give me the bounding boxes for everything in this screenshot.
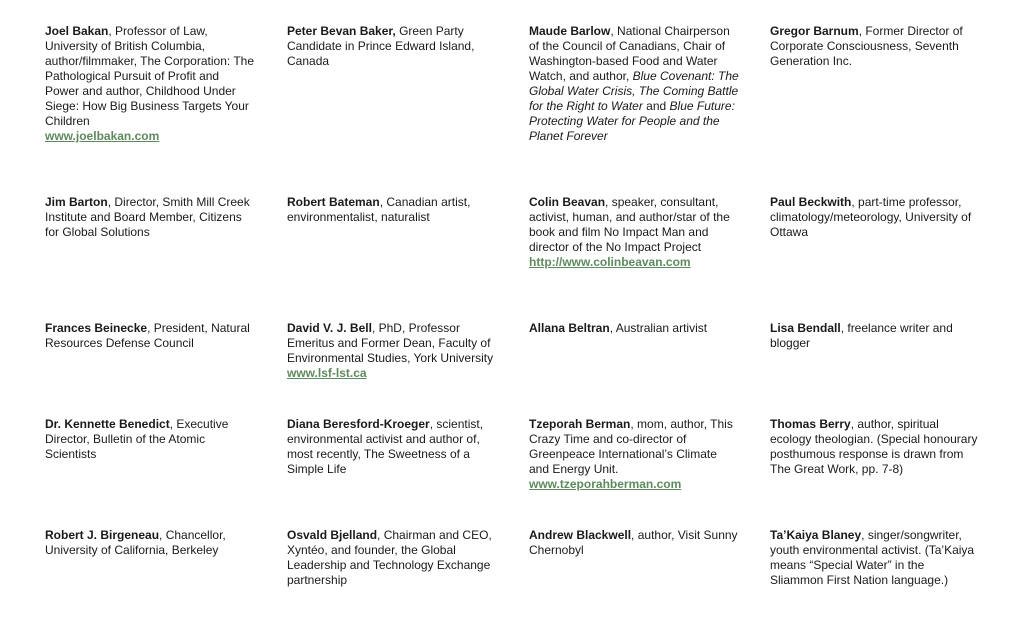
entry-description: , scientist, environmental activist and author of, most recently, The Sweetness of a Simple Life [287,417,484,476]
entry-description: , Chairman and CEO, Xyntéo, and founder, the Global Leadership and Technology Exchange partnership [287,528,492,587]
entry-name: Andrew Blackwell [529,528,632,542]
entry-description: , Canadian artist, environmentalist, naturalist [287,195,471,224]
entry-colin-beavan [529,195,734,270]
entry-name: Colin Beavan [529,195,606,209]
entry-website-link[interactable]: www.lsf-lst.ca [287,366,367,380]
entry-description: , speaker, consultant, activist, human, and author/star of the book and film No Impact Man and director of the No Impact Project [529,195,730,254]
entry-description: , Australian artivist [609,321,708,335]
entry-osvald-bjelland [287,528,497,588]
entry-lisa-bendall [770,321,980,351]
entry-name: Paul Beckwith [770,195,852,209]
entry-description: , mom, author, This Crazy Time and co-director of Greenpeace International’s Climate and Energy Unit. [529,417,733,476]
entry-david-bell [287,321,497,381]
entry-name: Dr. Kennette Benedict [45,417,170,431]
entry-allana-beltran [529,321,739,336]
entry-name: Thomas Berry [770,417,851,431]
entry-name: Robert J. Birgeneau [45,528,160,542]
entry-name: Diana Beresford-Kroeger [287,417,430,431]
entry-maude-barlow [529,24,739,144]
entry-book-title: Blue Future: Protecting Water for People and the Planet Forever [529,99,735,143]
entry-description: , Chancellor, University of California, Berkeley [45,528,226,557]
entry-description: , Former Director of Corporate Consciousness, Seventh Generation Inc. [770,24,963,68]
entry-website-link[interactable]: www.joelbakan.com [45,129,160,143]
entry-description: , National Chairperson of the Council of Canadians, Chair of Washington-based Food and Water Watch, and author, [529,24,730,83]
entry-description: , singer/songwriter, youth environmental activist. (Ta’Kaiya means “Special Water” in the Sliammon First Nation language.) [770,528,975,587]
entry-diana-beresford-kroeger [287,417,497,477]
entry-website-link[interactable]: http://www.colinbeavan.com [529,255,691,269]
entry-description: , author, Visit Sunny Chernobyl [529,528,738,557]
entry-description: , PhD, Professor Emeritus and Former Dean, Faculty of Environmental Studies, York University [287,321,494,365]
entry-name: Ta’Kaiya Blaney [770,528,862,542]
entry-thomas-berry [770,417,980,477]
entry-andrew-blackwell [529,528,739,558]
entry-description: Green Party Candidate in Prince Edward Island, Canada [287,24,475,68]
entry-website-link[interactable]: www.tzeporahberman.com [529,477,682,491]
entry-tzeporah-berman [529,417,739,492]
entry-name: Allana Beltran [529,321,610,335]
entry-paul-beckwith [770,195,980,240]
entry-robert-birgeneau [45,528,255,558]
entry-name: Jim Barton [45,195,108,209]
entry-takaiya-blaney [770,528,980,588]
entry-kennette-benedict [45,417,255,462]
entry-description: , Executive Director, Bulletin of the Atomic Scientists [45,417,229,461]
entry-name: Frances Beinecke [45,321,148,335]
entry-name: Osvald Bjelland [287,528,378,542]
entry-gregor-barnum [770,24,980,69]
entry-description: , part-time professor, climatology/meteorology, University of Ottawa [770,195,972,239]
entry-name: David V. J. Bell [287,321,372,335]
entry-robert-bateman [287,195,497,225]
entry-name: Maude Barlow [529,24,611,38]
entry-description: , Director, Smith Mill Creek Institute and Board Member, Citizens for Global Solutions [45,195,250,239]
entry-name: Gregor Barnum [770,24,859,38]
entry-name: Robert Bateman [287,195,380,209]
entry-description-joiner: and [642,99,670,113]
entry-peter-bevan-baker [287,24,497,69]
entry-name: Lisa Bendall [770,321,841,335]
entry-name: Peter Bevan Baker, [287,24,396,38]
entry-description: , Professor of Law, University of British Columbia, author/filmmaker, The Corporation: The Pathological Pursuit of Profit and Power and author, Childhood Under Siege: How Big Business Targets Your Children [45,24,254,128]
entry-description: , freelance writer and blogger [770,321,953,350]
entry-description: , author, spiritual ecology theologian. (Special honourary posthumous response is drawn from The Great Work, pp. 7-8) [770,417,978,476]
entry-name: Tzeporah Berman [529,417,631,431]
entry-name: Joel Bakan [45,24,109,38]
entry-joel-bakan [45,24,255,144]
entry-book-title: Blue Covenant: The Global Water Crisis, The Coming Battle for the Right to Water [529,69,739,113]
entry-jim-barton [45,195,255,240]
entry-frances-beinecke [45,321,255,351]
entry-description: , President, Natural Resources Defense Council [45,321,250,350]
